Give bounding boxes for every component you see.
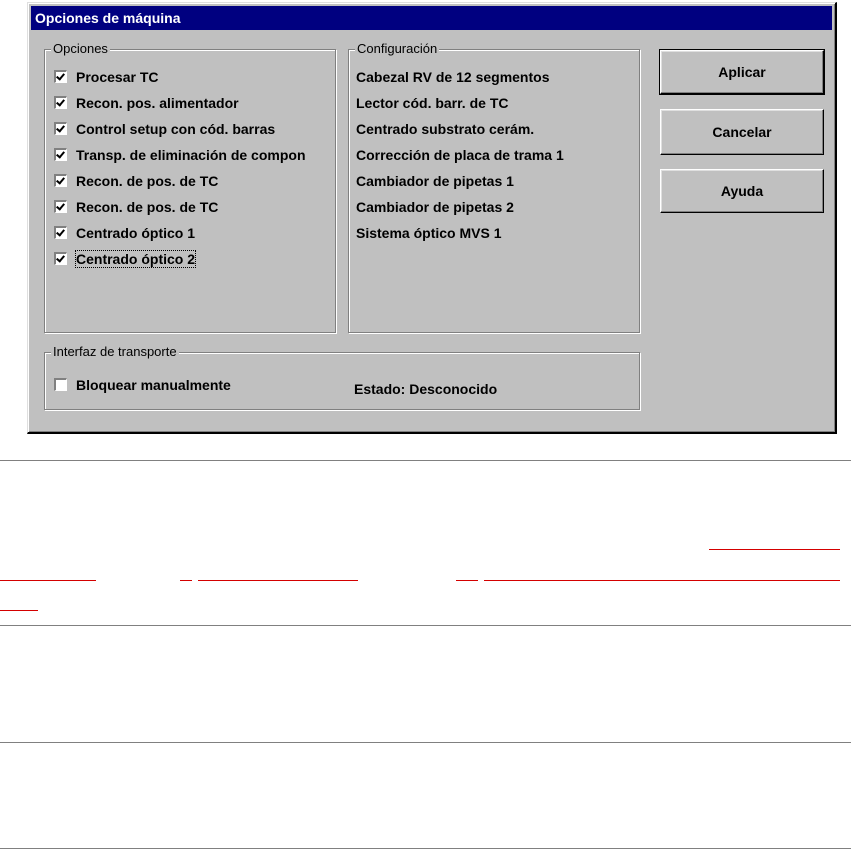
divider bbox=[0, 625, 851, 626]
link-underline bbox=[0, 610, 38, 611]
config-item: Sistema óptico MVS 1 bbox=[356, 225, 502, 241]
option-item[interactable] bbox=[54, 68, 158, 86]
help-button[interactable]: Ayuda bbox=[660, 169, 824, 213]
option-item[interactable] bbox=[54, 146, 306, 164]
config-item: Cabezal RV de 12 segmentos bbox=[356, 69, 550, 85]
lock-manually-option[interactable] bbox=[54, 376, 231, 394]
options-group bbox=[44, 41, 336, 333]
option-label: Recon. pos. alimentador bbox=[76, 95, 239, 111]
checkbox[interactable] bbox=[54, 378, 67, 391]
divider bbox=[0, 460, 851, 461]
option-item[interactable] bbox=[54, 94, 239, 112]
option-item[interactable] bbox=[54, 224, 195, 242]
link-underline bbox=[709, 549, 840, 550]
divider bbox=[0, 742, 851, 743]
option-item[interactable] bbox=[54, 172, 218, 190]
dialog-title: Opciones de máquina bbox=[31, 6, 832, 30]
checkbox[interactable] bbox=[54, 70, 67, 83]
option-label: Recon. de pos. de TC bbox=[76, 199, 219, 215]
machine-options-dialog bbox=[27, 2, 837, 434]
link-underline bbox=[0, 580, 96, 581]
option-item[interactable] bbox=[54, 120, 275, 138]
config-item: Centrado substrato cerám. bbox=[356, 121, 535, 137]
cancel-button[interactable]: Cancelar bbox=[660, 109, 824, 155]
option-label: Centrado óptico 2 bbox=[76, 251, 196, 267]
checkbox[interactable] bbox=[54, 200, 67, 213]
config-item: Corrección de placa de trama 1 bbox=[356, 147, 564, 163]
config-group-title: Configuración bbox=[357, 41, 438, 56]
config-item: Cambiador de pipetas 1 bbox=[356, 173, 514, 189]
link-underline bbox=[180, 580, 192, 581]
transport-status: Estado: Desconocido bbox=[354, 381, 498, 397]
option-label: Transp. de eliminación de compon bbox=[76, 147, 306, 163]
option-label: Control setup con cód. barras bbox=[76, 121, 276, 137]
checkbox[interactable] bbox=[54, 122, 67, 135]
option-label: Procesar TC bbox=[76, 69, 159, 85]
transport-group-title: Interfaz de transporte bbox=[53, 344, 177, 359]
link-underline bbox=[198, 580, 358, 581]
checkbox[interactable] bbox=[54, 226, 67, 239]
options-group-title: Opciones bbox=[53, 41, 108, 56]
config-item: Lector cód. barr. de TC bbox=[356, 95, 509, 111]
lock-manually-label: Bloquear manualmente bbox=[76, 377, 231, 393]
link-underline bbox=[484, 580, 840, 581]
option-item[interactable] bbox=[54, 250, 195, 268]
config-group bbox=[348, 41, 640, 333]
apply-button[interactable]: Aplicar bbox=[660, 50, 824, 94]
checkbox[interactable] bbox=[54, 148, 67, 161]
option-label: Recon. de pos. de TC bbox=[76, 173, 219, 189]
transport-group bbox=[44, 344, 640, 410]
checkbox[interactable] bbox=[54, 96, 67, 109]
checkbox[interactable] bbox=[54, 252, 67, 265]
link-underline bbox=[456, 580, 478, 581]
option-label: Centrado óptico 1 bbox=[76, 225, 196, 241]
config-item: Cambiador de pipetas 2 bbox=[356, 199, 514, 215]
option-item[interactable] bbox=[54, 198, 218, 216]
checkbox[interactable] bbox=[54, 174, 67, 187]
